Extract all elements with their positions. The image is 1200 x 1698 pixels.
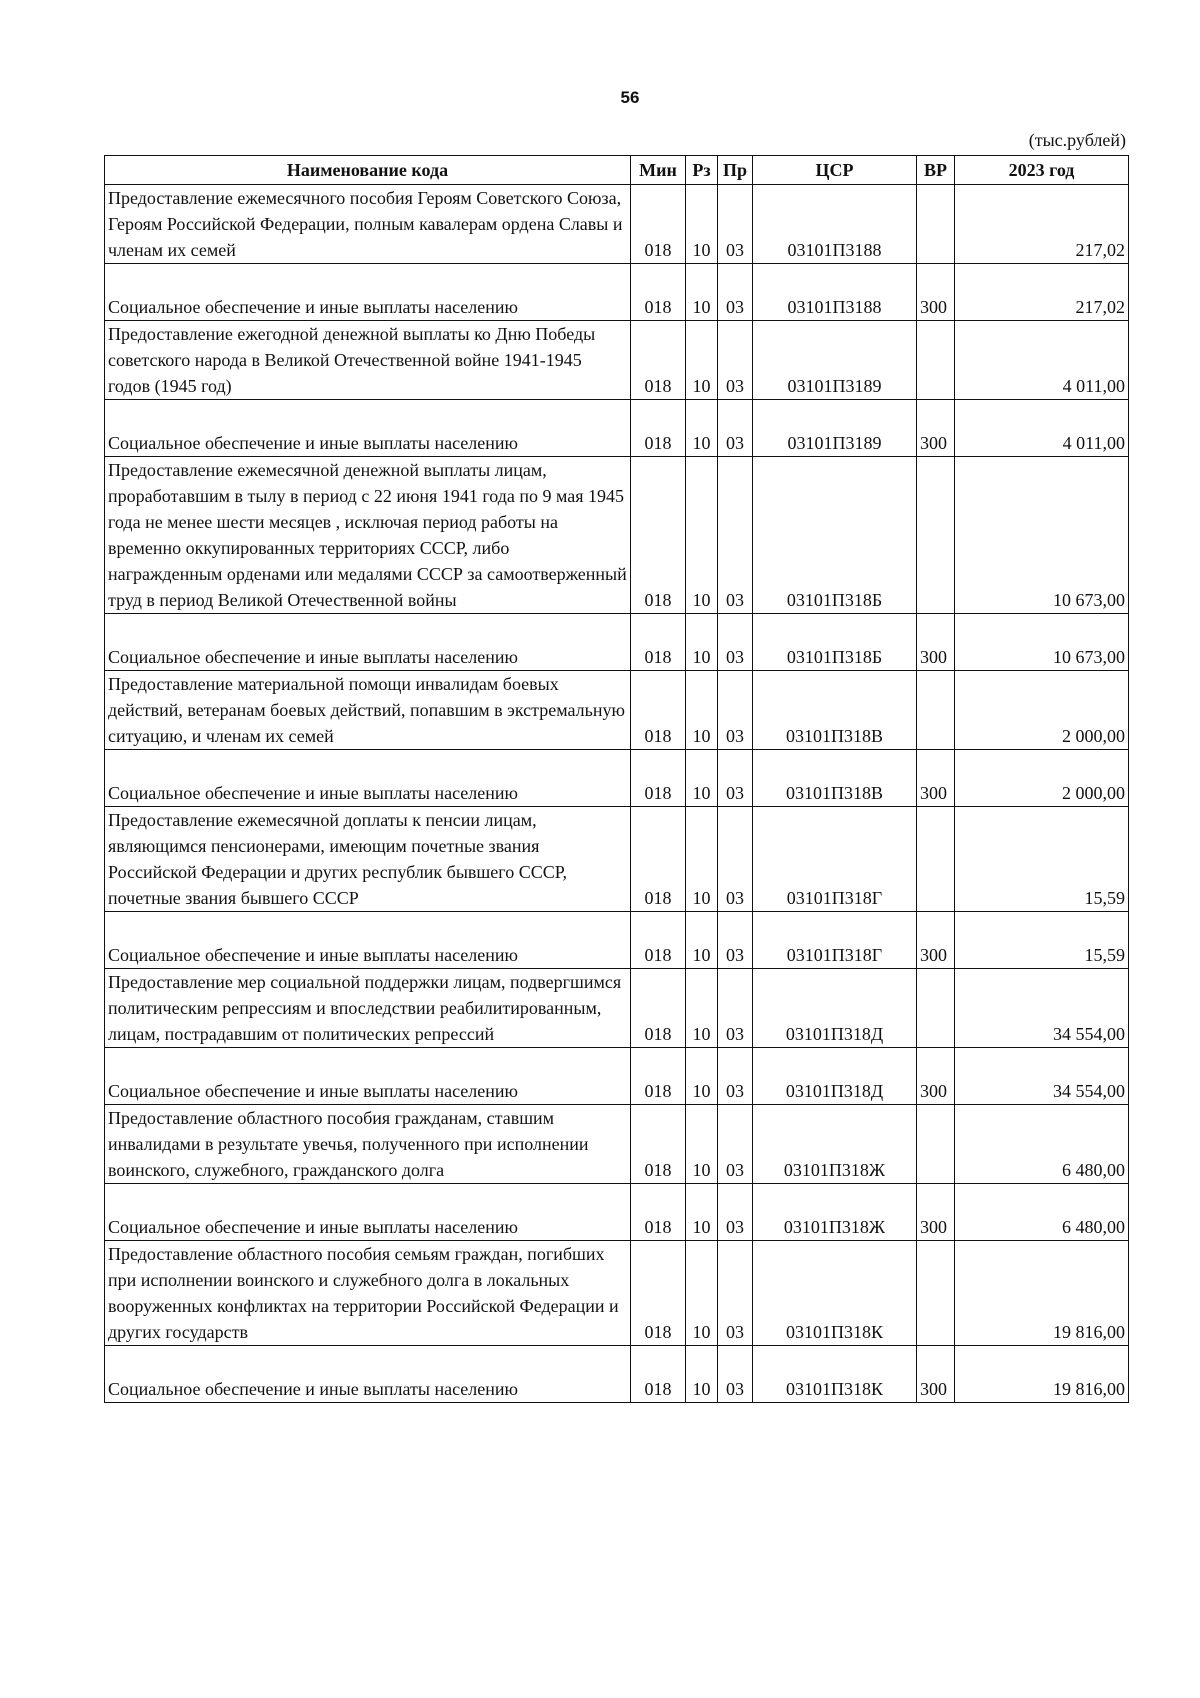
cell-min: 018 (631, 1346, 686, 1403)
cell-rz: 10 (686, 185, 718, 264)
table-header-row (105, 156, 1129, 185)
cell-vr (917, 969, 955, 1048)
units-label: (тыс.рублей) (1028, 130, 1126, 150)
cell-rz: 10 (686, 807, 718, 912)
header-year: 2023 год (955, 156, 1129, 185)
cell-min: 018 (631, 750, 686, 807)
cell-vr (917, 671, 955, 750)
cell-name: Социальное обеспечение и иные выплаты населению (105, 1184, 631, 1241)
cell-csr: 03101П3188 (753, 185, 917, 264)
cell-rz: 10 (686, 1048, 718, 1105)
cell-pr: 03 (718, 1048, 753, 1105)
table-row (105, 185, 1129, 264)
header-min: Мин (631, 156, 686, 185)
cell-amount: 2 000,00 (955, 671, 1129, 750)
cell-amount: 19 816,00 (955, 1346, 1129, 1403)
cell-csr: 03101П318Б (753, 457, 917, 614)
cell-min: 018 (631, 969, 686, 1048)
cell-name: Социальное обеспечение и иные выплаты населению (105, 614, 631, 671)
cell-pr: 03 (718, 457, 753, 614)
cell-min: 018 (631, 1184, 686, 1241)
cell-csr: 03101П318Г (753, 912, 917, 969)
cell-vr (917, 321, 955, 400)
cell-min: 018 (631, 912, 686, 969)
cell-pr: 03 (718, 185, 753, 264)
cell-vr: 300 (917, 750, 955, 807)
cell-name: Предоставление областного пособия гражданам, ставшим инвалидами в результате увечья, полученного при исполнении воинского, служебного, гражданского долга (105, 1105, 631, 1184)
header-name: Наименование кода (105, 156, 631, 185)
table-row (105, 1048, 1129, 1105)
cell-pr: 03 (718, 1346, 753, 1403)
table-row (105, 264, 1129, 321)
cell-csr: 03101П318К (753, 1346, 917, 1403)
cell-amount: 19 816,00 (955, 1241, 1129, 1346)
cell-name: Предоставление материальной помощи инвалидам боевых действий, ветеранам боевых действий, попавшим в экстремальную ситуацию, и членам их семей (105, 671, 631, 750)
cell-name: Социальное обеспечение и иные выплаты населению (105, 264, 631, 321)
cell-csr: 03101П318Д (753, 1048, 917, 1105)
cell-vr: 300 (917, 1346, 955, 1403)
cell-name: Социальное обеспечение и иные выплаты населению (105, 400, 631, 457)
cell-amount: 4 011,00 (955, 400, 1129, 457)
cell-rz: 10 (686, 969, 718, 1048)
cell-rz: 10 (686, 1105, 718, 1184)
cell-vr (917, 1105, 955, 1184)
table-row (105, 614, 1129, 671)
cell-min: 018 (631, 400, 686, 457)
cell-rz: 10 (686, 321, 718, 400)
cell-rz: 10 (686, 614, 718, 671)
cell-csr: 03101П318Г (753, 807, 917, 912)
cell-rz: 10 (686, 912, 718, 969)
cell-name: Предоставление ежемесячной доплаты к пенсии лицам, являющимся пенсионерами, имеющим почетные звания Российской Федерации и других республик бывшего СССР, почетные звания бывшего СССР (105, 807, 631, 912)
cell-amount: 6 480,00 (955, 1184, 1129, 1241)
cell-vr (917, 457, 955, 614)
header-csr: ЦСР (753, 156, 917, 185)
header-rz: Рз (686, 156, 718, 185)
cell-rz: 10 (686, 671, 718, 750)
cell-vr (917, 807, 955, 912)
cell-pr: 03 (718, 912, 753, 969)
table-row (105, 321, 1129, 400)
cell-csr: 03101П318Д (753, 969, 917, 1048)
cell-pr: 03 (718, 807, 753, 912)
cell-name: Предоставление мер социальной поддержки лицам, подвергшимся политическим репрессиям и впоследствии реабилитированным, лицам, пострадавшим от политических репрессий (105, 969, 631, 1048)
cell-rz: 10 (686, 1184, 718, 1241)
header-pr: Пр (718, 156, 753, 185)
cell-min: 018 (631, 457, 686, 614)
cell-pr: 03 (718, 321, 753, 400)
cell-name: Социальное обеспечение и иные выплаты населению (105, 912, 631, 969)
cell-name: Социальное обеспечение и иные выплаты населению (105, 1048, 631, 1105)
cell-name: Предоставление ежемесячного пособия Героям Советского Союза, Героям Российской Федерации, полным кавалерам ордена Славы и членам их семей (105, 185, 631, 264)
cell-pr: 03 (718, 1241, 753, 1346)
cell-vr: 300 (917, 1048, 955, 1105)
table-body (105, 185, 1129, 1403)
cell-vr: 300 (917, 912, 955, 969)
cell-pr: 03 (718, 400, 753, 457)
cell-amount: 6 480,00 (955, 1105, 1129, 1184)
cell-pr: 03 (718, 750, 753, 807)
cell-amount: 10 673,00 (955, 457, 1129, 614)
table-row (105, 671, 1129, 750)
table-row (105, 1346, 1129, 1403)
cell-min: 018 (631, 185, 686, 264)
cell-name: Предоставление областного пособия семьям граждан, погибших при исполнении воинского и служебного долга в локальных вооруженных конфликтах на территории Российской Федерации и других государств (105, 1241, 631, 1346)
cell-vr (917, 185, 955, 264)
table-row (105, 1105, 1129, 1184)
cell-rz: 10 (686, 1346, 718, 1403)
budget-table (104, 155, 1129, 1403)
cell-min: 018 (631, 1105, 686, 1184)
cell-name: Социальное обеспечение и иные выплаты населению (105, 1346, 631, 1403)
cell-min: 018 (631, 321, 686, 400)
table-row (105, 1184, 1129, 1241)
cell-min: 018 (631, 1241, 686, 1346)
cell-amount: 4 011,00 (955, 321, 1129, 400)
table-row (105, 969, 1129, 1048)
cell-csr: 03101П318К (753, 1241, 917, 1346)
cell-min: 018 (631, 671, 686, 750)
cell-name: Социальное обеспечение и иные выплаты населению (105, 750, 631, 807)
header-vr: ВР (917, 156, 955, 185)
cell-amount: 2 000,00 (955, 750, 1129, 807)
page-number: 56 (620, 88, 640, 107)
table-row (105, 912, 1129, 969)
table-row (105, 457, 1129, 614)
cell-min: 018 (631, 264, 686, 321)
cell-min: 018 (631, 1048, 686, 1105)
cell-csr: 03101П318В (753, 750, 917, 807)
cell-amount: 217,02 (955, 185, 1129, 264)
cell-csr: 03101П318Ж (753, 1105, 917, 1184)
cell-csr: 03101П318Ж (753, 1184, 917, 1241)
cell-pr: 03 (718, 671, 753, 750)
cell-csr: 03101П318В (753, 671, 917, 750)
table-row (105, 750, 1129, 807)
cell-name: Предоставление ежегодной денежной выплаты ко Дню Победы советского народа в Великой Отечественной войне 1941-1945 годов (1945 год) (105, 321, 631, 400)
table-row (105, 1241, 1129, 1346)
cell-min: 018 (631, 807, 686, 912)
cell-amount: 10 673,00 (955, 614, 1129, 671)
cell-name: Предоставление ежемесячной денежной выплаты лицам, проработавшим в тылу в период с 22 июня 1941 года по 9 мая 1945 года не менее шести месяцев , исключая период работы на временно оккупированных территориях СССР, либо награжденным орденами или медалями СССР за самоотверженный труд в период Великой Отечественной войны (105, 457, 631, 614)
cell-vr: 300 (917, 264, 955, 321)
cell-amount: 34 554,00 (955, 1048, 1129, 1105)
cell-amount: 15,59 (955, 912, 1129, 969)
cell-rz: 10 (686, 750, 718, 807)
cell-pr: 03 (718, 1184, 753, 1241)
cell-rz: 10 (686, 400, 718, 457)
table-row (105, 400, 1129, 457)
cell-csr: 03101П318Б (753, 614, 917, 671)
cell-csr: 03101П3189 (753, 321, 917, 400)
cell-pr: 03 (718, 614, 753, 671)
cell-vr (917, 1241, 955, 1346)
cell-rz: 10 (686, 1241, 718, 1346)
cell-pr: 03 (718, 969, 753, 1048)
cell-vr: 300 (917, 1184, 955, 1241)
cell-vr: 300 (917, 614, 955, 671)
cell-amount: 217,02 (955, 264, 1129, 321)
cell-min: 018 (631, 614, 686, 671)
cell-rz: 10 (686, 264, 718, 321)
cell-csr: 03101П3189 (753, 400, 917, 457)
cell-pr: 03 (718, 264, 753, 321)
table-row (105, 807, 1129, 912)
cell-vr: 300 (917, 400, 955, 457)
cell-pr: 03 (718, 1105, 753, 1184)
cell-rz: 10 (686, 457, 718, 614)
cell-amount: 15,59 (955, 807, 1129, 912)
cell-amount: 34 554,00 (955, 969, 1129, 1048)
cell-csr: 03101П3188 (753, 264, 917, 321)
